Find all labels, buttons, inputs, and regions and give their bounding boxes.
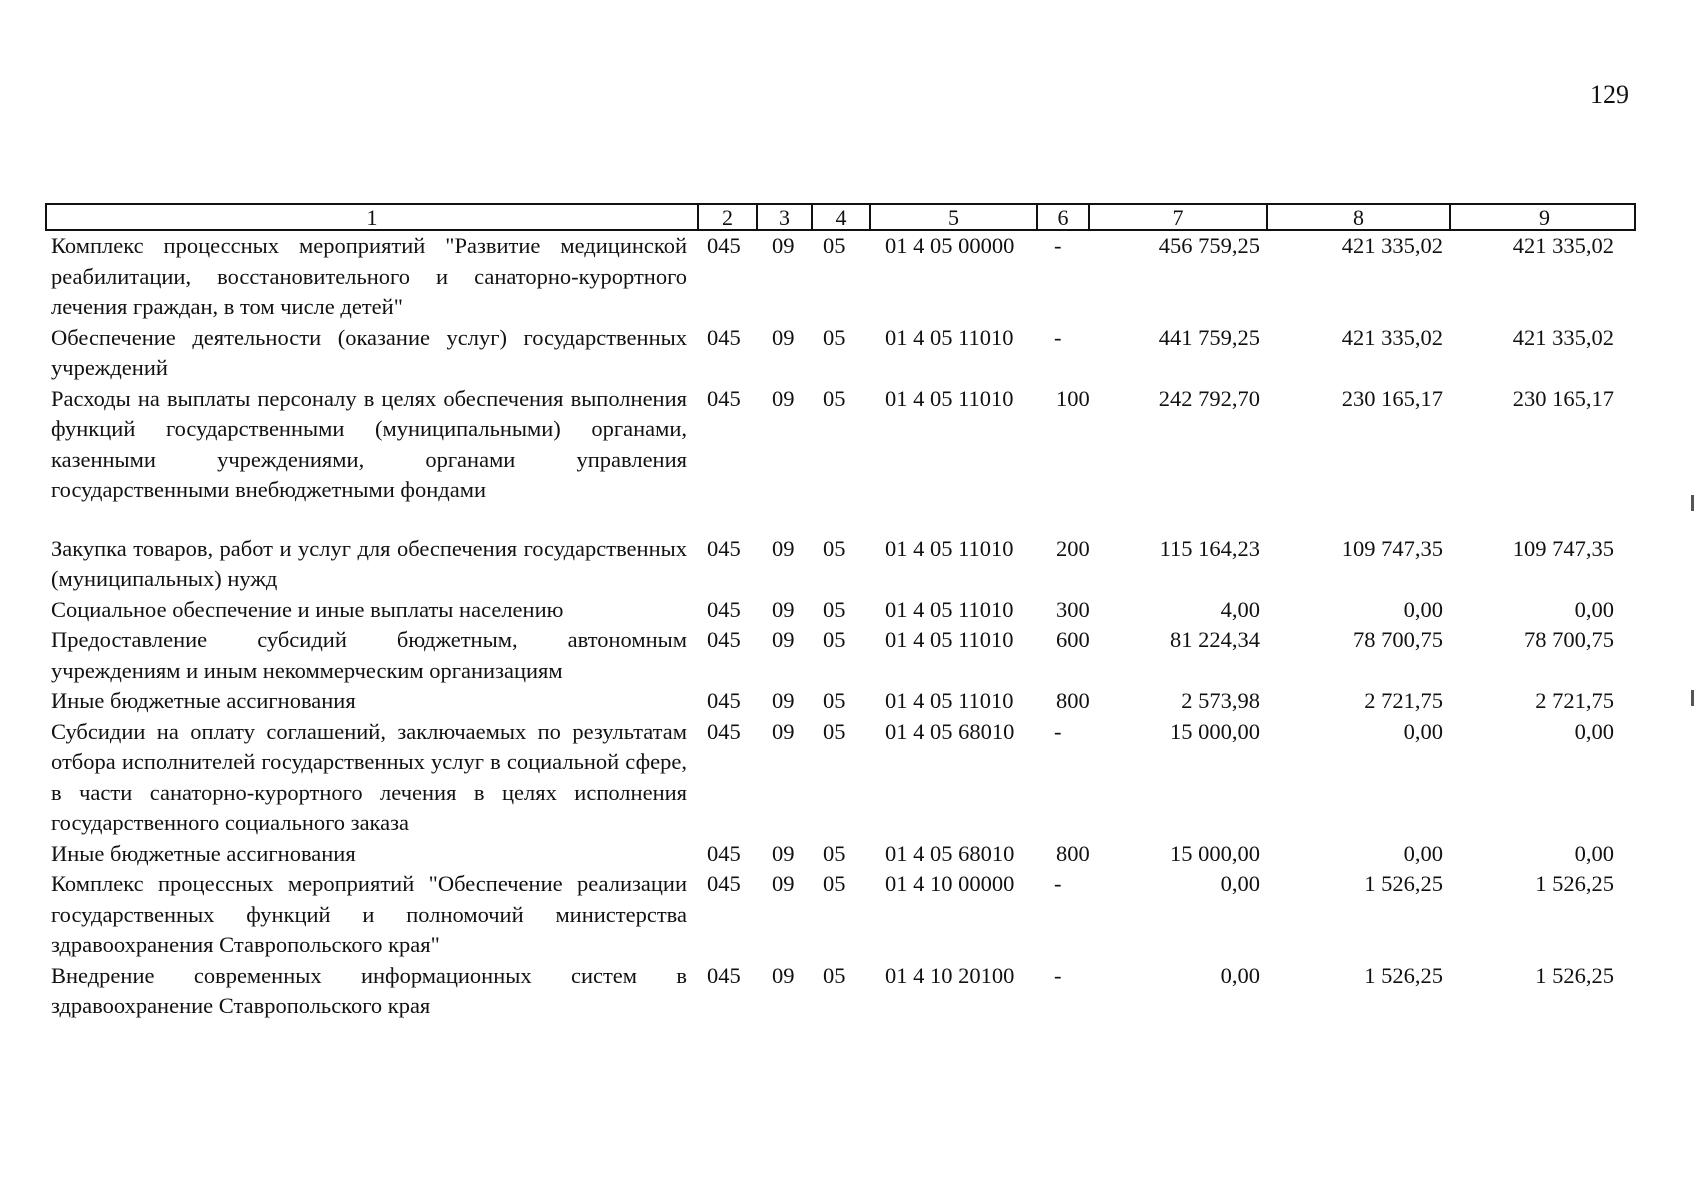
cell-col8: 230 165,17 <box>1341 385 1443 411</box>
cell-col9: 1 526,25 <box>1535 962 1614 988</box>
cell-col9: 2 721,75 <box>1535 688 1614 713</box>
cell-col6: 600 <box>1056 627 1090 652</box>
row-name: Предоставление субсидий бюджетным, автономным учреждениям и иным некоммерческим организациям <box>51 627 687 683</box>
cell-col5: 01 4 05 11010 <box>885 627 1014 652</box>
cell-col4: 05 <box>823 233 846 258</box>
cell-col9: 421 335,02 <box>1512 233 1614 258</box>
cell-col3: 09 <box>772 840 795 866</box>
cell-col8: 2 721,75 <box>1364 688 1443 713</box>
cell-col2: 045 <box>707 535 741 561</box>
cell-col7: 15 000,00 <box>1170 718 1260 744</box>
header-cell-4: 4 <box>811 205 869 230</box>
header-cell-1: 1 <box>366 205 378 230</box>
cell-col5: 01 4 10 00000 <box>885 871 1015 896</box>
cell-col9: 421 335,02 <box>1512 324 1614 350</box>
row-name: Иные бюджетные ассигнования <box>51 840 356 866</box>
cell-col4: 05 <box>823 324 846 350</box>
cell-col8: 0,00 <box>1403 596 1443 622</box>
table-row <box>45 384 1636 506</box>
row-name: Расходы на выплаты персоналу в целях обеспечения выполнения функций государственными (муниципальными) органами, казенными учреждениями, органами управления государственными внебюджетными фондами <box>51 385 687 502</box>
cell-col6: 200 <box>1056 535 1090 561</box>
cell-col6: 100 <box>1056 385 1090 411</box>
cell-col8: 1 526,25 <box>1364 871 1443 896</box>
cell-col6: - <box>1054 871 1062 896</box>
cell-col4: 05 <box>823 962 846 988</box>
cell-col3: 09 <box>772 718 795 744</box>
header-cell-9: 9 <box>1449 205 1638 230</box>
cell-col9: 109 747,35 <box>1512 535 1614 561</box>
cell-col2: 045 <box>707 627 741 652</box>
cell-col6: - <box>1054 233 1062 258</box>
cell-col4: 05 <box>823 596 846 622</box>
table-row <box>45 717 1636 839</box>
row-name: Комплекс процессных мероприятий "Обеспечение реализации государственных функций и полномочий министерства здравоохранения Ставропольского края" <box>51 871 687 957</box>
cell-col5: 01 4 05 11010 <box>885 324 1014 350</box>
row-name: Субсидии на оплату соглашений, заключаемых по результатам отбора исполнителей государственных услуг в социальной сфере, в части санаторно-курортного лечения в целях исполнения государственного социального заказа <box>51 718 687 835</box>
cell-col2: 045 <box>707 840 741 866</box>
cell-col4: 05 <box>823 840 846 866</box>
header-cell-3: 3 <box>756 205 811 230</box>
cell-col8: 78 700,75 <box>1353 627 1443 652</box>
cell-col8: 0,00 <box>1403 718 1443 744</box>
table-header-row <box>45 203 1636 231</box>
budget-table <box>45 203 1636 1022</box>
table-row <box>45 961 1636 1022</box>
cell-col9: 78 700,75 <box>1524 627 1614 652</box>
header-cell-7: 7 <box>1088 205 1266 230</box>
cell-col8: 109 747,35 <box>1341 535 1443 561</box>
cell-col9: 1 526,25 <box>1535 871 1614 896</box>
row-name: Комплекс процессных мероприятий "Развитие медицинской реабилитации, восстановительного и санаторно-курортного лечения граждан, в том числе детей" <box>51 233 687 319</box>
cell-col2: 045 <box>707 871 741 896</box>
cell-col7: 4,00 <box>1220 596 1260 622</box>
table-row <box>45 534 1636 595</box>
cell-col3: 09 <box>772 385 795 411</box>
cell-col2: 045 <box>707 324 741 350</box>
cell-col3: 09 <box>772 233 795 258</box>
cell-col6: 800 <box>1056 840 1090 866</box>
table-row <box>45 869 1636 961</box>
cell-col9: 230 165,17 <box>1512 385 1614 411</box>
cell-col8: 421 335,02 <box>1341 324 1443 350</box>
cell-col5: 01 4 05 68010 <box>885 718 1015 744</box>
cell-col3: 09 <box>772 688 795 713</box>
table-row <box>45 625 1636 686</box>
cell-col9: 0,00 <box>1574 840 1614 866</box>
cell-col5: 01 4 05 68010 <box>885 840 1015 866</box>
cell-col7: 456 759,25 <box>1158 233 1260 258</box>
cell-col3: 09 <box>772 871 795 896</box>
header-cell-6: 6 <box>1036 205 1088 230</box>
cell-col7: 115 164,23 <box>1159 535 1260 561</box>
cell-col5: 01 4 05 11010 <box>885 596 1014 622</box>
row-name: Социальное обеспечение и иные выплаты населению <box>51 596 564 622</box>
cell-col6: - <box>1054 718 1062 744</box>
table-row <box>45 595 1636 626</box>
cell-col3: 09 <box>772 627 795 652</box>
header-cell-8: 8 <box>1266 205 1449 230</box>
cell-col5: 01 4 05 00000 <box>885 233 1015 258</box>
cell-col2: 045 <box>707 962 741 988</box>
cell-col7: 242 792,70 <box>1158 385 1260 411</box>
row-name: Иные бюджетные ассигнования <box>51 688 356 713</box>
cell-col6: 300 <box>1056 596 1090 622</box>
cell-col2: 045 <box>707 385 741 411</box>
cell-col7: 0,00 <box>1220 871 1260 896</box>
cell-col3: 09 <box>772 324 795 350</box>
cell-col9: 0,00 <box>1574 596 1614 622</box>
cell-col3: 09 <box>772 535 795 561</box>
cell-col5: 01 4 05 11010 <box>885 385 1014 411</box>
row-name: Внедрение современных информационных систем в здравоохранение Ставропольского края <box>51 962 687 1018</box>
cell-col3: 09 <box>772 962 795 988</box>
cell-col6: - <box>1054 962 1062 988</box>
cell-col7: 15 000,00 <box>1170 840 1260 866</box>
table-row <box>45 839 1636 870</box>
row-name: Обеспечение деятельности (оказание услуг) государственных учреждений <box>51 324 687 380</box>
cell-col4: 05 <box>823 385 846 411</box>
row-name: Закупка товаров, работ и услуг для обеспечения государственных (муниципальных) нужд <box>51 535 687 591</box>
header-cell-5: 5 <box>869 205 1036 230</box>
table-row <box>45 231 1636 323</box>
cell-col5: 01 4 05 11010 <box>885 535 1014 561</box>
cell-col6: 800 <box>1056 688 1090 713</box>
table-row <box>45 323 1636 384</box>
cell-col8: 421 335,02 <box>1341 233 1443 258</box>
cell-col7: 2 573,98 <box>1181 688 1260 713</box>
cell-col8: 1 526,25 <box>1364 962 1443 988</box>
cell-col3: 09 <box>772 596 795 622</box>
cell-col5: 01 4 05 11010 <box>885 688 1014 713</box>
cell-col4: 05 <box>823 535 846 561</box>
cell-col7: 441 759,25 <box>1158 324 1260 350</box>
table-row <box>45 686 1636 717</box>
page-number: 129 <box>1590 80 1629 109</box>
cell-col8: 0,00 <box>1403 840 1443 866</box>
cell-col2: 045 <box>707 688 741 713</box>
cell-col2: 045 <box>707 718 741 744</box>
cell-col7: 0,00 <box>1220 962 1260 988</box>
cell-col4: 05 <box>823 627 846 652</box>
cell-col4: 05 <box>823 718 846 744</box>
cell-col6: - <box>1054 324 1062 350</box>
cell-col5: 01 4 10 20100 <box>885 962 1015 988</box>
cell-col7: 81 224,34 <box>1170 627 1260 652</box>
header-cell-2: 2 <box>697 205 756 230</box>
cell-col4: 05 <box>823 871 846 896</box>
cell-col2: 045 <box>707 596 741 622</box>
cell-col4: 05 <box>823 688 846 713</box>
cell-col2: 045 <box>707 233 741 258</box>
cell-col9: 0,00 <box>1574 718 1614 744</box>
